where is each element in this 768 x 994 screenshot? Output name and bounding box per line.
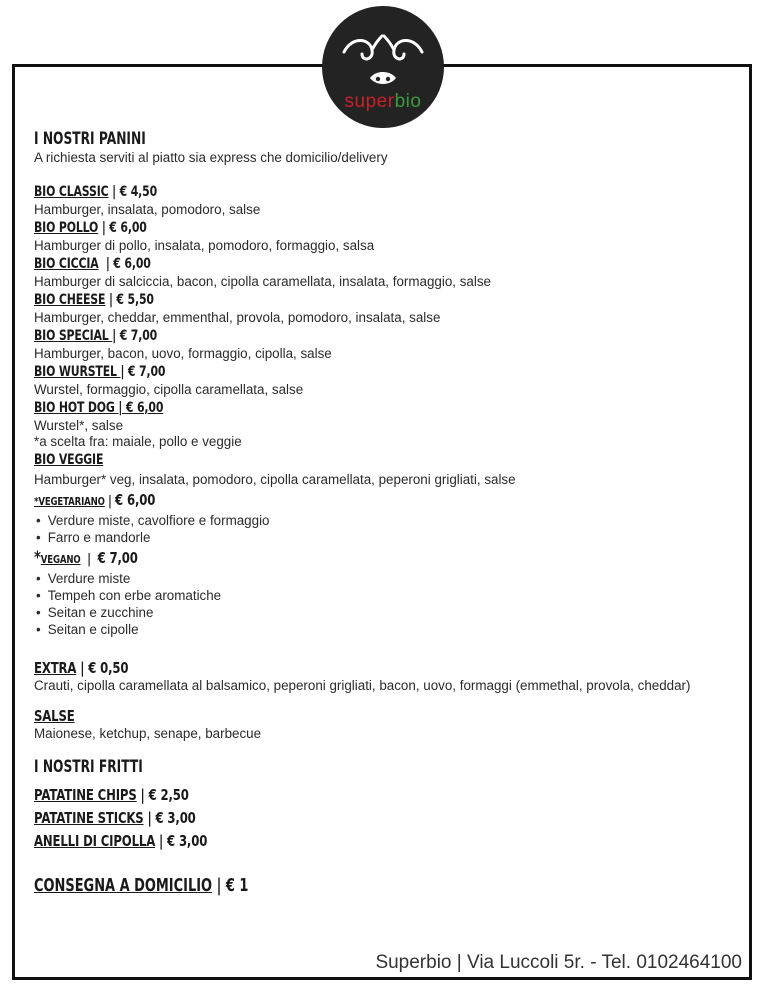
extra-name: EXTRA [34,659,77,677]
fritto-item [34,784,580,807]
logo-text: superbio [344,91,422,112]
footer-contact: Superbio | Via Luccoli 5r. - Tel. 0102464100 [375,952,742,973]
item-price: | € 3,00 [155,832,208,850]
item-note: *a scelta fra: maiale, pollo e veggie [34,434,242,449]
item-name: BIO CLASSIC [34,184,109,200]
item-price: | € 6,00 [98,256,151,272]
panini-title: I NOSTRI PANINI [34,129,146,149]
item-desc: Hamburger di salciccia, bacon, cipolla caramellata, insalata, formaggio, salse [34,274,491,289]
consegna-name: CONSEGNA A DOMICILIO [34,875,213,896]
vegetariano-label: *VEGETARIANO [34,495,105,508]
vegetariano-price: € 6,00 [115,491,156,509]
consegna-price: | € 1 [212,875,249,896]
vegano-option: *VEGANO | € 7,00 [34,548,138,568]
vegano-price: € 7,00 [97,549,138,567]
item-price: | € 2,50 [136,786,189,804]
veggie-item [34,450,734,638]
item-price: | € 4,50 [108,184,158,200]
list-item: • Seitan e cipolle [34,621,734,638]
fritto-item [34,830,580,853]
item-desc: Hamburger, insalata, pomodoro, salse [34,202,261,217]
item-name: BIO CHEESE [34,292,106,308]
superbio-logo [322,6,444,128]
extra-section [34,658,734,694]
list-item: • Seitan e zucchine [34,604,734,621]
panino-item [34,182,734,218]
fritti-title: I NOSTRI FRITTI [34,757,143,777]
consegna-line [34,875,538,897]
item-name: BIO POLLO [34,220,99,236]
item-name: PATATINE CHIPS [34,786,137,804]
item-price: | € 7,00 [120,364,166,380]
menu-content [34,128,734,897]
list-item: • Verdure miste, cavolfiore e formaggio [34,512,734,529]
item-name: BIO SPECIAL [34,328,113,344]
item-name: ANELLI DI CIPOLLA [34,832,156,850]
item-desc: Hamburger, bacon, uovo, formaggio, cipolla, salse [34,346,332,361]
panino-item [34,362,734,398]
panini-subtitle: A richiesta serviti al piatto sia express che domicilio/delivery [34,150,388,165]
item-price: | € 7,00 [112,328,158,344]
salse-name: SALSE [34,707,75,725]
list-item: • Farro e mandorle [34,529,734,546]
list-item: • Verdure miste [34,570,734,587]
list-item: • Tempeh con erbe aromatiche [34,587,734,604]
panino-item [34,254,734,290]
vegano-list [34,570,734,638]
salse-section [34,706,734,742]
item-price: | € 3,00 [143,809,196,827]
item-desc: Wurstel*, salse [34,418,124,433]
extra-price: | € 0,50 [76,659,129,677]
item-name: BIO CICCIA [34,256,99,272]
item-desc: Hamburger di pollo, insalata, pomodoro, formaggio, salsa [34,238,375,253]
item-desc: Hamburger, cheddar, emmenthal, provola, pomodoro, insalata, salse [34,310,441,325]
panino-item [34,290,734,326]
salse-desc: Maionese, ketchup, senape, barbecue [34,726,262,741]
item-price: | € 6,00 [98,220,147,236]
item-name: BIO HOT DOG | € 6,00 [34,400,164,416]
item-name: BIO VEGGIE [34,452,104,468]
item-desc: Wurstel, formaggio, cipolla caramellata, salse [34,382,304,397]
extra-desc: Crauti, cipolla caramellata al balsamico, peperoni grigliati, bacon, uovo, formaggi (emmethal, provola, cheddar) [34,678,691,693]
vegano-label: VEGANO [40,553,81,566]
vegetariano-option: *VEGETARIANO | € 6,00 [34,491,156,509]
panino-item [34,398,734,450]
fritto-item [34,807,580,830]
item-desc: Hamburger* veg, insalata, pomodoro, cipolla caramellata, peperoni grigliati, salse [34,472,516,487]
item-price: | € 5,50 [105,292,154,308]
panino-item [34,218,734,254]
panino-item [34,326,734,362]
item-name: PATATINE STICKS [34,809,144,827]
item-name: BIO WURSTEL [34,364,121,380]
vegetariano-list [34,512,734,546]
